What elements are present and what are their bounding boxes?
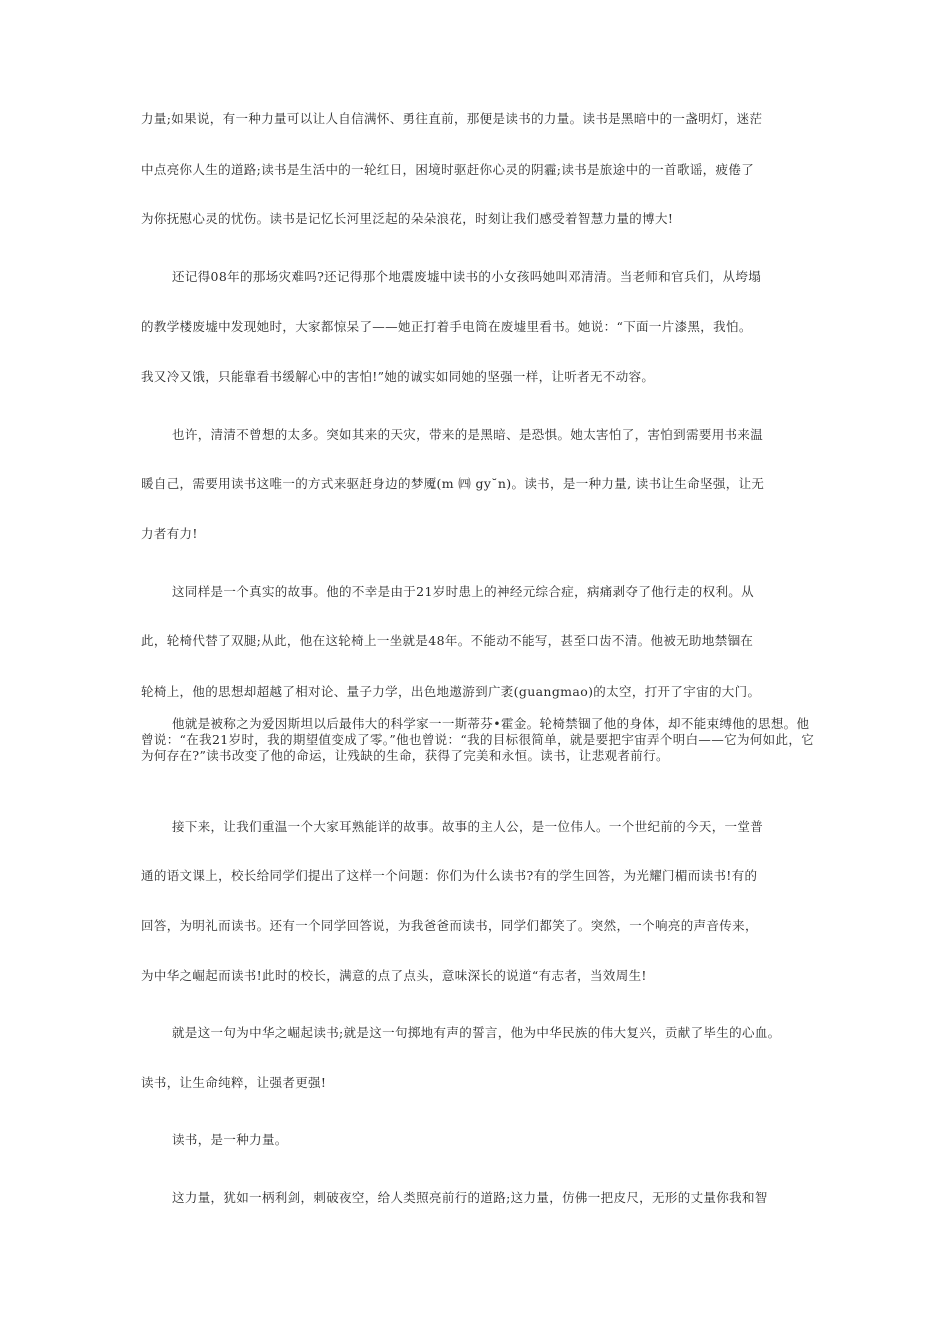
paragraph-line: 也许，清清不曾想的太多。突如其来的天灾，带来的是黑暗、是恐惧。她太害怕了，害怕到需要用书来温 bbox=[172, 427, 764, 442]
paragraph-line: 为你抚慰心灵的忧伤。读书是记忆长河里泛起的朵朵浪花，时刻让我们感受着智慧力量的博大! bbox=[141, 211, 674, 226]
paragraph-line: 力量;如果说，有一种力量可以让人自信满怀、勇往直前，那便是读书的力量。读书是黑暗中的一盏明灯，迷茫 bbox=[141, 111, 763, 126]
paragraph-line: 暖自己，需要用读书这唯一的方式来驱赶身边的梦魇(m ㈣ gy˘n)。读书，是一种力量, 读书让生命坚强，让无 bbox=[141, 476, 765, 491]
paragraph-line: 读书，让生命纯粹，让强者更强! bbox=[141, 1075, 327, 1090]
paragraph-line: 回答，为明礼而读书。还有一个同学回答说，为我爸爸而读书，同学们都笑了。突然，一个响亮的声音传来， bbox=[141, 918, 758, 933]
paragraph-line: 接下来，让我们重温一个大家耳熟能详的故事。故事的主人公，是一位伟人。一个世纪前的今天，一堂普 bbox=[172, 819, 764, 834]
paragraph-line: 这力量，犹如一柄利剑，刺破夜空，给人类照亮前行的道路;这力量，仿佛一把皮尺，无形的丈量你我和智 bbox=[172, 1190, 768, 1205]
paragraph-line: 就是这一句为中华之崛起读书;就是这一句掷地有声的誓言，他为中华民族的伟大复兴，贡献了毕生的心血。 bbox=[172, 1025, 781, 1040]
paragraph-line: 我又冷又饿，只能靠看书缓解心中的害怕!”她的诚实如同她的坚强一样，让听者无不动容。 bbox=[141, 369, 655, 384]
paragraph-line: 此，轮椅代替了双腿;从此，他在这轮椅上一坐就是48年。不能动不能写，甚至口齿不清。他被无助地禁锢在 bbox=[141, 633, 754, 648]
paragraph-line: 轮椅上，他的思想却超越了相对论、量子力学，出色地遨游到广袤(guangmao)的太空，打开了宇宙的大门。 bbox=[141, 684, 761, 699]
paragraph-line: 读书，是一种力量。 bbox=[172, 1132, 288, 1147]
paragraph-line: 中点亮你人生的道路;读书是生活中的一轮红日，困境时驱赶你心灵的阴霾;读书是旅途中的一首歌谣，疲倦了 bbox=[141, 162, 755, 177]
paragraph-dense: 他就是被称之为爱因斯坦以后最伟大的科学家一一斯蒂芬•霍金。轮椅禁锢了他的身体，却不能束缚他的思想。他曾说：“在我21岁时，我的期望值变成了零。”他也曾说：“我的目标很简单，就是要把宇宙弄个明白——它为何如此，它为何存在?”读书改变了他的命运，让残缺的生命，获得了完美和永恒。读书，让悲观者前行。 bbox=[141, 716, 815, 763]
paragraph-line: 这同样是一个真实的故事。他的不幸是由于21岁时患上的神经元综合症，病痛剥夺了他行走的权利。从 bbox=[172, 584, 755, 599]
paragraph-line: 的教学楼废墟中发现她时，大家都惊呆了——她正打着手电筒在废墟里看书。她说：“下面一片漆黑，我怕。 bbox=[141, 319, 752, 334]
paragraph-line: 力者有力! bbox=[141, 526, 198, 541]
paragraph-line: 为中华之崛起而读书!此时的校长，满意的点了点头，意味深长的说道“有志者，当效周生! bbox=[141, 968, 647, 983]
paragraph-line: 还记得08年的那场灾难吗?还记得那个地震废墟中读书的小女孩吗她叫邓清清。当老师和官兵们，从垮塌 bbox=[172, 269, 762, 284]
paragraph-line: 通的语文课上，校长给同学们提出了这样一个问题：你们为什么读书?有的学生回答，为光耀门楣而读书!有的 bbox=[141, 868, 758, 883]
